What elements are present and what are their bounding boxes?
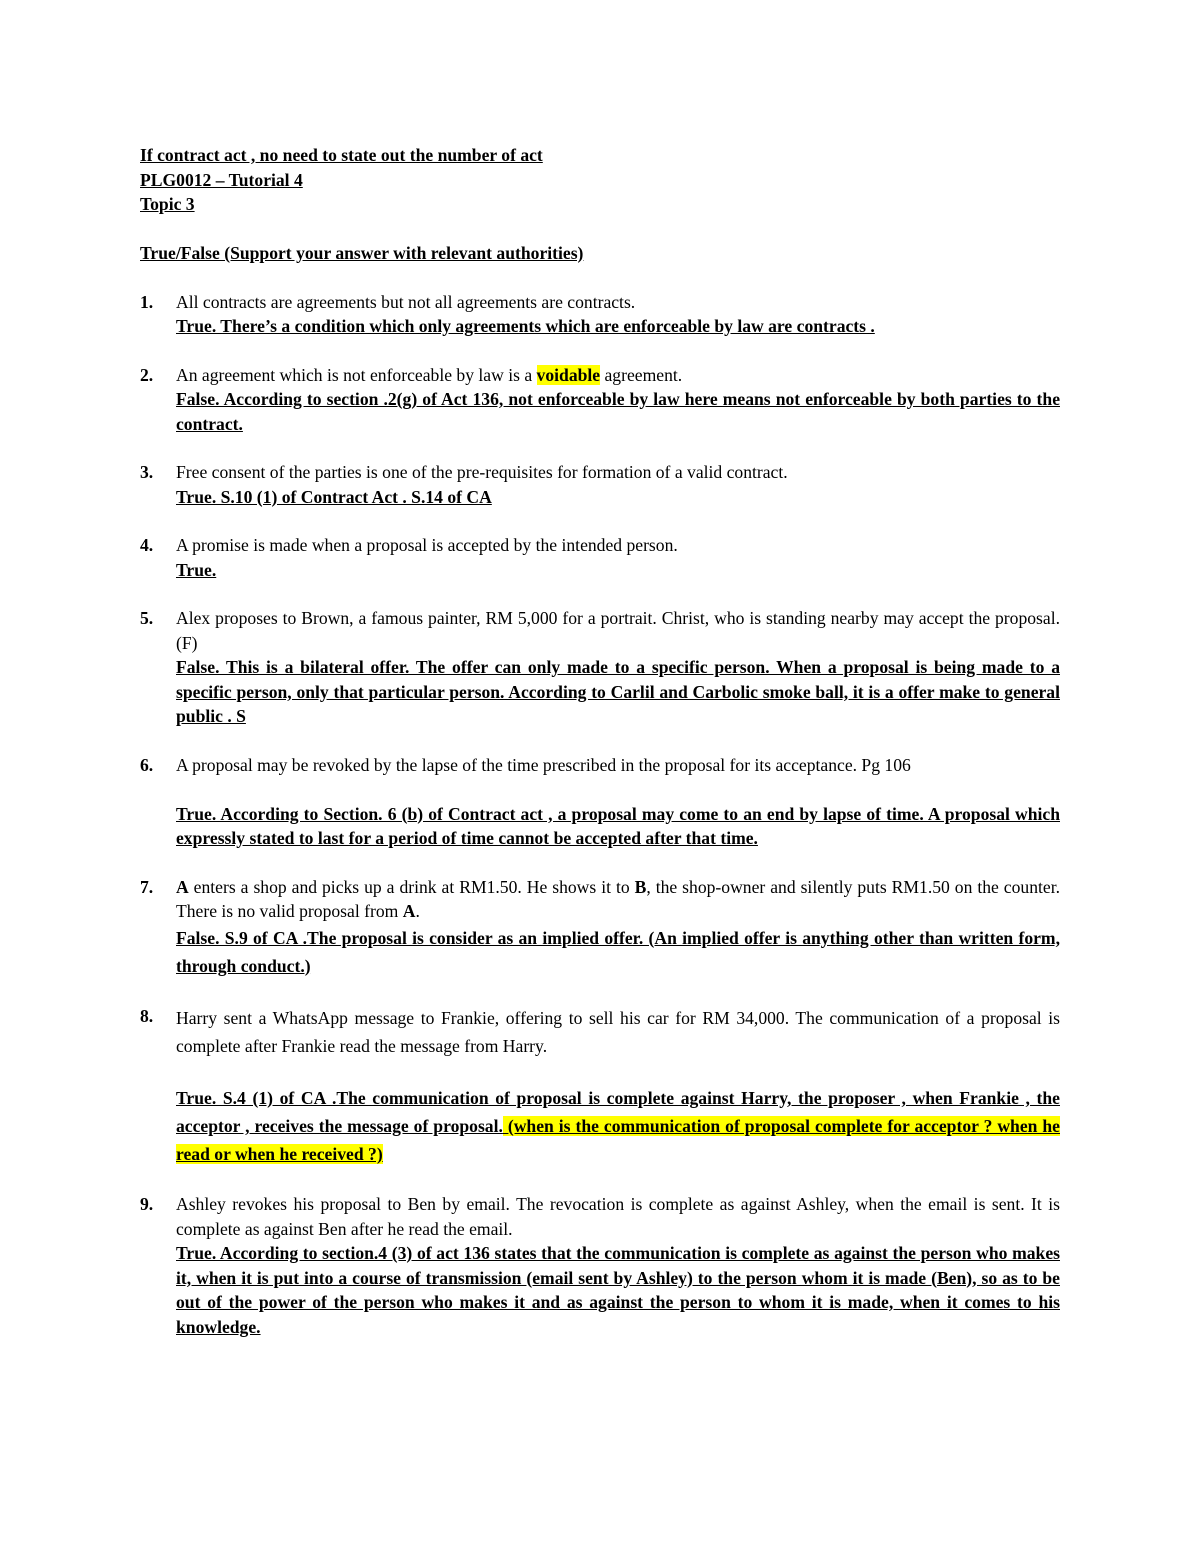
question-text (176, 875, 1060, 924)
document-body (140, 143, 1060, 1363)
course-code: PLG0012 – Tutorial 4 (140, 169, 303, 190)
question-number: 5. (140, 608, 154, 628)
answer-main: True. S.4 (1) of CA .The communication of proposal is complete against Harry, the proposer , when Frankie , the acceptor , receives the message of proposal. (176, 1088, 1060, 1136)
question-text (176, 363, 1060, 388)
question-number: 3. (140, 462, 154, 482)
question-9 (140, 1192, 1060, 1339)
question-4 (140, 533, 1060, 582)
answer-text: True. According to Section. 6 (b) of Contract act , a proposal may come to an end by lapse of time. A proposal which expressly stated to last for a period of time cannot be accepted after that time. (176, 803, 1060, 848)
question-5 (140, 606, 1060, 729)
question-text-before: An agreement which is not enforceable by law is a (176, 364, 537, 385)
highlighted-comment: (when is the communication of proposal complete for acceptor ? when he read or when he received ?) (176, 1116, 1060, 1164)
question-text: All contracts are agreements but not all agreements are contracts. (176, 291, 636, 312)
question-text: A promise is made when a proposal is accepted by the intended person. (176, 535, 678, 555)
question-number: 6. (140, 754, 154, 775)
header-note: If contract act , no need to state out the number of act (140, 145, 543, 165)
party-b: B (634, 876, 647, 897)
answer-text: False. This is a bilateral offer. The offer can only made to a specific person. When a proposal is being made to a specific person, only that particular person. According to Carlil and Carbolic smoke ball, it is a offer make to general public . S (176, 657, 1060, 726)
question-text: Alex proposes to Brown, a famous painter, RM 5,000 for a portrait. Christ, who is standing nearby may accept the proposal. (F) (176, 608, 1060, 653)
section-title: True/False (Support your answer with relevant authorities) (140, 243, 584, 263)
question-text-after: agreement. (600, 364, 683, 385)
party-a: A (176, 876, 189, 897)
answer-text: True. According to section.4 (3) of act 136 states that the communication is complete as against the person who makes it, when it is put into a course of transmission (email sent by Ashley) to the person whom it is made (Ben), so as to be out of the power of the person who makes it and as against the person to whom it is made, when it comes to his knowledge. (176, 1243, 1060, 1337)
question-number: 2. (140, 364, 154, 385)
question-6 (140, 753, 1060, 851)
answer-text: False. S.9 of CA .The proposal is consider as an implied offer. (An implied offer is anything other than written form, through conduct.) (176, 927, 1060, 976)
question-number: 8. (140, 1005, 154, 1026)
question-1 (140, 290, 1060, 339)
question-number: 7. (140, 876, 154, 897)
question-8 (140, 1004, 1060, 1169)
question-number: 1. (140, 291, 154, 312)
question-number: 4. (140, 535, 154, 555)
topic-title: Topic 3 (140, 194, 195, 214)
question-list (140, 290, 1060, 1340)
question-2 (140, 363, 1060, 437)
answer-text: True. S.10 (1) of Contract Act . S.14 of CA (176, 486, 492, 507)
highlighted-term: voidable (536, 364, 601, 385)
answer-text: True. (176, 559, 217, 580)
answer-text: False. According to section .2(g) of Act 136, not enforceable by law here means not enforceable by both parties to the contract. (176, 389, 1060, 434)
question-text: Harry sent a WhatsApp message to Frankie, offering to sell his car for RM 34,000. The communication of a proposal is complete after Frankie read the message from Harry. (176, 1007, 1060, 1056)
question-7 (140, 875, 1060, 980)
question-3 (140, 460, 1060, 509)
question-text-part: , the shop-owner and silently puts RM1.50 on the counter. There is no valid proposal from (176, 876, 1060, 921)
question-number: 9. (140, 1194, 154, 1214)
question-text-part: . (415, 901, 420, 921)
party-a: A (402, 901, 416, 921)
question-text: Ashley revokes his proposal to Ben by email. The revocation is complete as against Ashley, when the email is sent. It is complete as against Ben after he read the email. (176, 1194, 1060, 1239)
answer-text: True. There’s a condition which only agreements which are enforceable by law are contracts . (176, 316, 875, 336)
question-text: A proposal may be revoked by the lapse of the time prescribed in the proposal for its acceptance. Pg 106 (176, 754, 911, 775)
question-text-part: enters a shop and picks up a drink at RM1.50. He shows it to (188, 876, 635, 897)
answer-text (176, 1084, 1060, 1168)
question-text: Free consent of the parties is one of the pre-requisites for formation of a valid contract. (176, 462, 788, 482)
